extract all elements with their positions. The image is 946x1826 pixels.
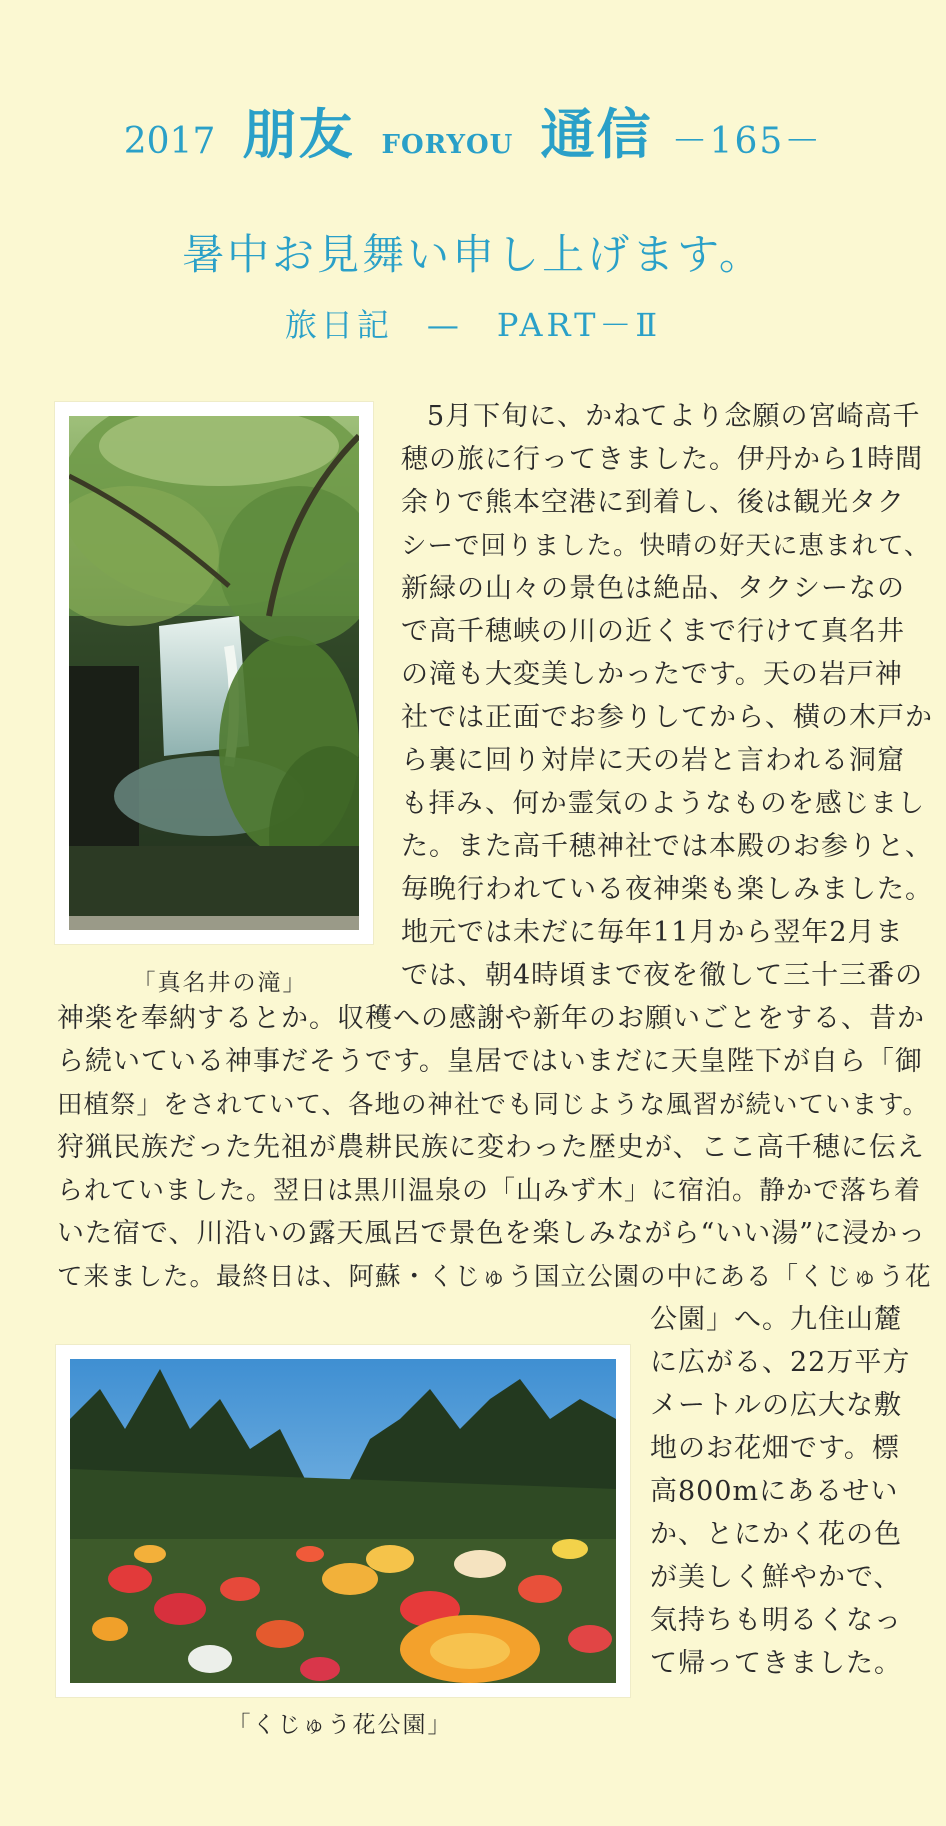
article-line: ら続いている神事だそうです。皇居ではいまだに天皇陛下が自ら「御: [57, 1046, 923, 1077]
masthead-year: 2017: [123, 121, 216, 162]
article-line: 毎晩行われている夜神楽も楽しみました。: [401, 874, 933, 905]
article-line: か、とにかく花の色: [650, 1519, 902, 1550]
flower-park-photo: [56, 1345, 630, 1697]
article-line: 狩猟民族だった先祖が農耕民族に変わった歴史が、ここ高千穂に伝え: [57, 1132, 925, 1163]
article-line: 田植祭」をされていて、各地の神社でも同じような風習が続いています。: [57, 1090, 929, 1120]
article-line: て帰ってきました。: [650, 1648, 902, 1679]
article-line: 地元では未だに毎年11月から翌年2月ま: [401, 917, 904, 948]
waterfall-photo: [55, 402, 373, 944]
waterfall-image: [69, 416, 359, 930]
flower-park-caption: 「くじゅう花公園」: [227, 1712, 453, 1738]
article-line: シーで回りました。快晴の好天に恵まれて、: [401, 531, 931, 561]
article-line: 神楽を奉納するとか。収穫への感謝や新年のお願いごとをする、昔か: [57, 1003, 925, 1034]
article-line: 高800mにあるせい: [650, 1476, 899, 1507]
masthead-title-en: FORYOU: [381, 130, 514, 160]
summer-greeting: 暑中お見舞い申し上げます。: [182, 230, 764, 279]
article-line: いた宿で、川沿いの露天風呂で景色を楽しみながら“いい湯”に浸かっ: [57, 1218, 927, 1249]
article-line: 穂の旅に行ってきました。伊丹から1時間: [401, 444, 924, 475]
article-line: では、朝4時頃まで夜を徹して三十三番の: [401, 960, 924, 991]
subtitle-left: 旅日記: [284, 306, 393, 344]
article-line: メートルの広大な敷: [650, 1390, 902, 1421]
masthead: [0, 92, 946, 169]
masthead-title-jp-2: 通信: [540, 102, 653, 166]
article-line: の滝も大変美しかったです。天の岩戸神: [401, 659, 903, 690]
subtitle-right: PART－Ⅱ: [496, 306, 662, 344]
article-line: で高千穂峡の川の近くまで行けて真名井: [401, 616, 905, 647]
waterfall-caption: 「真名井の滝」: [132, 970, 308, 996]
article-line: ら裏に回り対岸に天の岩と言われる洞窟: [401, 745, 905, 776]
article-line: 地のお花畑です。標: [650, 1433, 900, 1464]
article-line: 公園」へ。九住山麓: [650, 1304, 902, 1335]
article-line: 気持ちも明るくなっ: [650, 1605, 902, 1636]
article-line: に広がる、22万平方: [650, 1347, 911, 1378]
masthead-title-jp-1: 朋友: [242, 102, 355, 166]
flower-park-image: [70, 1359, 616, 1683]
article-line: も拝み、何か霊気のようなものを感じまし: [401, 788, 926, 819]
article-line: た。また高千穂神社では本殿のお参りと、: [401, 831, 933, 862]
article-line: られていました。翌日は黒川温泉の「山みず木」に宿泊。静かで落ち着: [57, 1176, 922, 1206]
subtitle-dash: —: [426, 306, 463, 344]
article-subtitle: [0, 300, 946, 346]
article-line: が美しく鮮やかで、: [650, 1562, 902, 1593]
article-line: て来ました。最終日は、阿蘇・くじゅう国立公園の中にある「くじゅう花: [57, 1262, 932, 1292]
article-line: 5月下旬に、かねてより念願の宮崎高千: [427, 401, 921, 432]
article-line: 余りで熊本空港に到着し、後は観光タク: [401, 487, 905, 518]
article-line: 新緑の山々の景色は絶品、タクシーなの: [401, 573, 905, 604]
article-line: 社では正面でお参りしてから、横の木戸か: [401, 702, 933, 733]
masthead-issue: －165－: [671, 121, 823, 162]
